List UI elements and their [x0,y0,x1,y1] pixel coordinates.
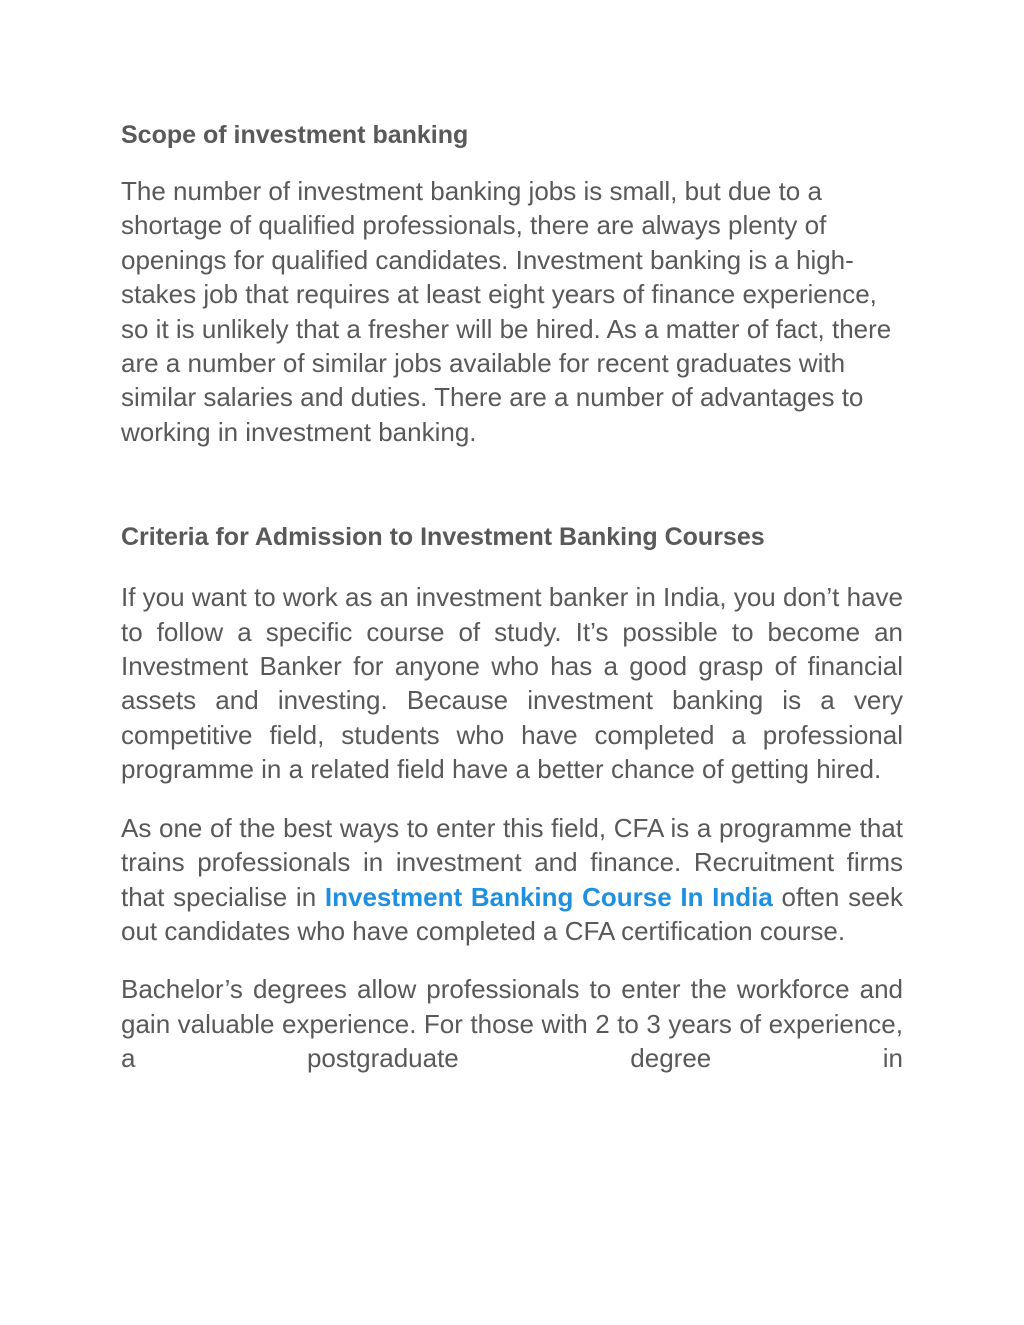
paragraph-cfa-text-after: often seek out candidates who have completed a CFA certification course. [121,881,904,946]
paragraph-criteria-intro: If you want to work as an investment banker in India, you don’t have to follow a specific course of study. It’s possible to become an Investment Banker for anyone who has a good grasp of financial assets and investing. Because investment banking is a very competitive field, students who have completed a professional programme in a related field have a better chance of getting hired. [121,582,903,785]
section-heading-criteria: Criteria for Admission to Investment Banking Courses [121,523,765,552]
paragraph-bachelors: Bachelor’s degrees allow professionals to enter the workforce and gain valuable experience. For those with 2 to 3 years of experience, a postgraduate degree in [121,974,903,1074]
paragraph-cfa-text-before: As one of the best ways to enter this field, CFA is a programme that trains professionals in investment and finance. Recruitment firms that specialise in [121,812,903,912]
paragraph-scope: The number of investment banking jobs is small, but due to a shortage of qualified professionals, there are always plenty of openings for qualified candidates. Investment banking is a high-stakes job that requires at least eight years of finance experience, so it is unlikely that a fresher will be hired. As a matter of fact, there are a number of similar jobs available for recent graduates with similar salaries and duties. There are a number of advantages to working in investment banking. [121,176,892,447]
section-heading-scope: Scope of investment banking [121,121,469,149]
document-page [121,118,903,1076]
investment-banking-course-link[interactable]: Investment Banking Course In India [324,881,773,912]
paragraph-cfa [121,811,903,949]
